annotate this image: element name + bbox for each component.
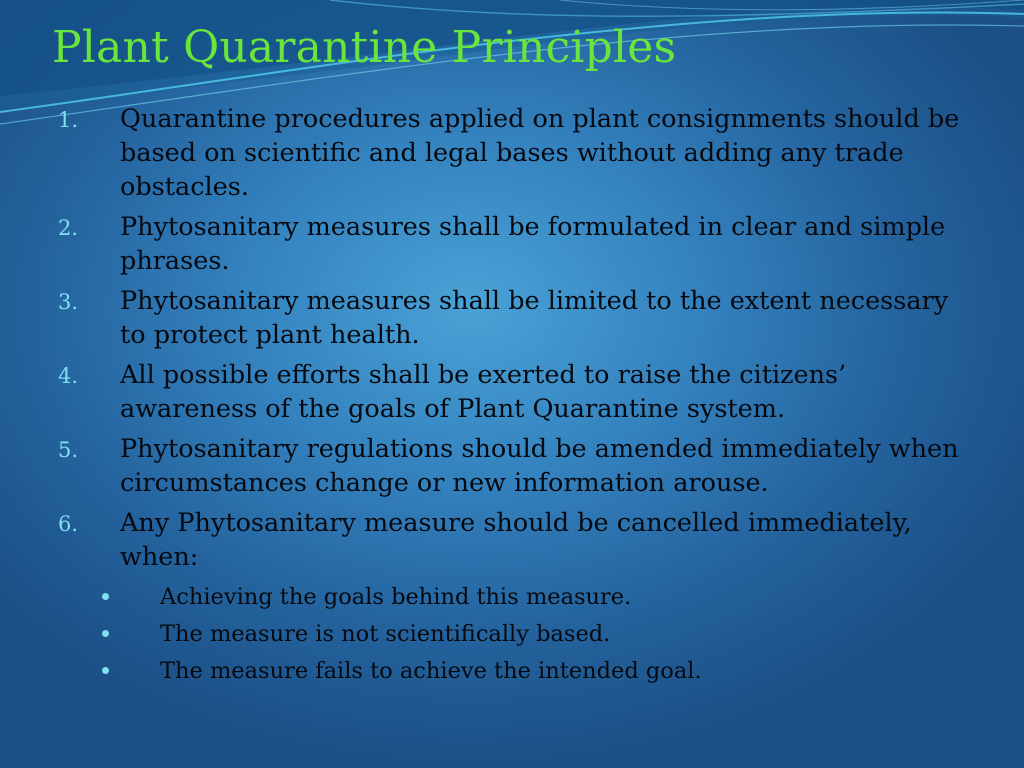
item-text: Any Phytosanitary measure should be cancelled immediately, when: — [120, 508, 912, 572]
sub-item-text: Achieving the goals behind this measure. — [160, 584, 632, 610]
sub-list-item — [58, 617, 968, 651]
item-number: 3. — [58, 290, 79, 314]
slide-title: Plant Quarantine Principles — [52, 22, 677, 73]
item-text: Phytosanitary regulations should be amended immediately when circumstances change or new information arouse. — [120, 434, 959, 498]
list-item — [58, 284, 968, 352]
item-number: 6. — [58, 512, 79, 536]
sub-item-text: The measure is not scientifically based. — [160, 621, 611, 647]
list-item — [58, 358, 968, 426]
list-item — [58, 506, 968, 688]
principles-list — [58, 102, 968, 694]
sub-item-text: The measure fails to achieve the intended goal. — [160, 658, 702, 684]
item-number: 5. — [58, 438, 79, 462]
item-number: 2. — [58, 216, 79, 240]
item-number: 1. — [58, 108, 79, 132]
list-item — [58, 432, 968, 500]
bullet-dot-icon — [102, 630, 109, 637]
item-text: Phytosanitary measures shall be limited to the extent necessary to protect plant health. — [120, 286, 949, 350]
bullet-dot-icon — [102, 593, 109, 600]
item-text: All possible efforts shall be exerted to raise the citizens’ awareness of the goals of Plant Quarantine system. — [120, 360, 847, 424]
list-item — [58, 102, 968, 204]
item-text: Quarantine procedures applied on plant consignments should be based on scientific and legal bases without adding any trade obstacles. — [120, 104, 960, 202]
sub-list — [58, 580, 968, 688]
sub-list-item — [58, 580, 968, 614]
item-number: 4. — [58, 364, 79, 388]
bullet-dot-icon — [102, 667, 109, 674]
list-item — [58, 210, 968, 278]
item-text: Phytosanitary measures shall be formulated in clear and simple phrases. — [120, 212, 946, 276]
sub-list-item — [58, 654, 968, 688]
